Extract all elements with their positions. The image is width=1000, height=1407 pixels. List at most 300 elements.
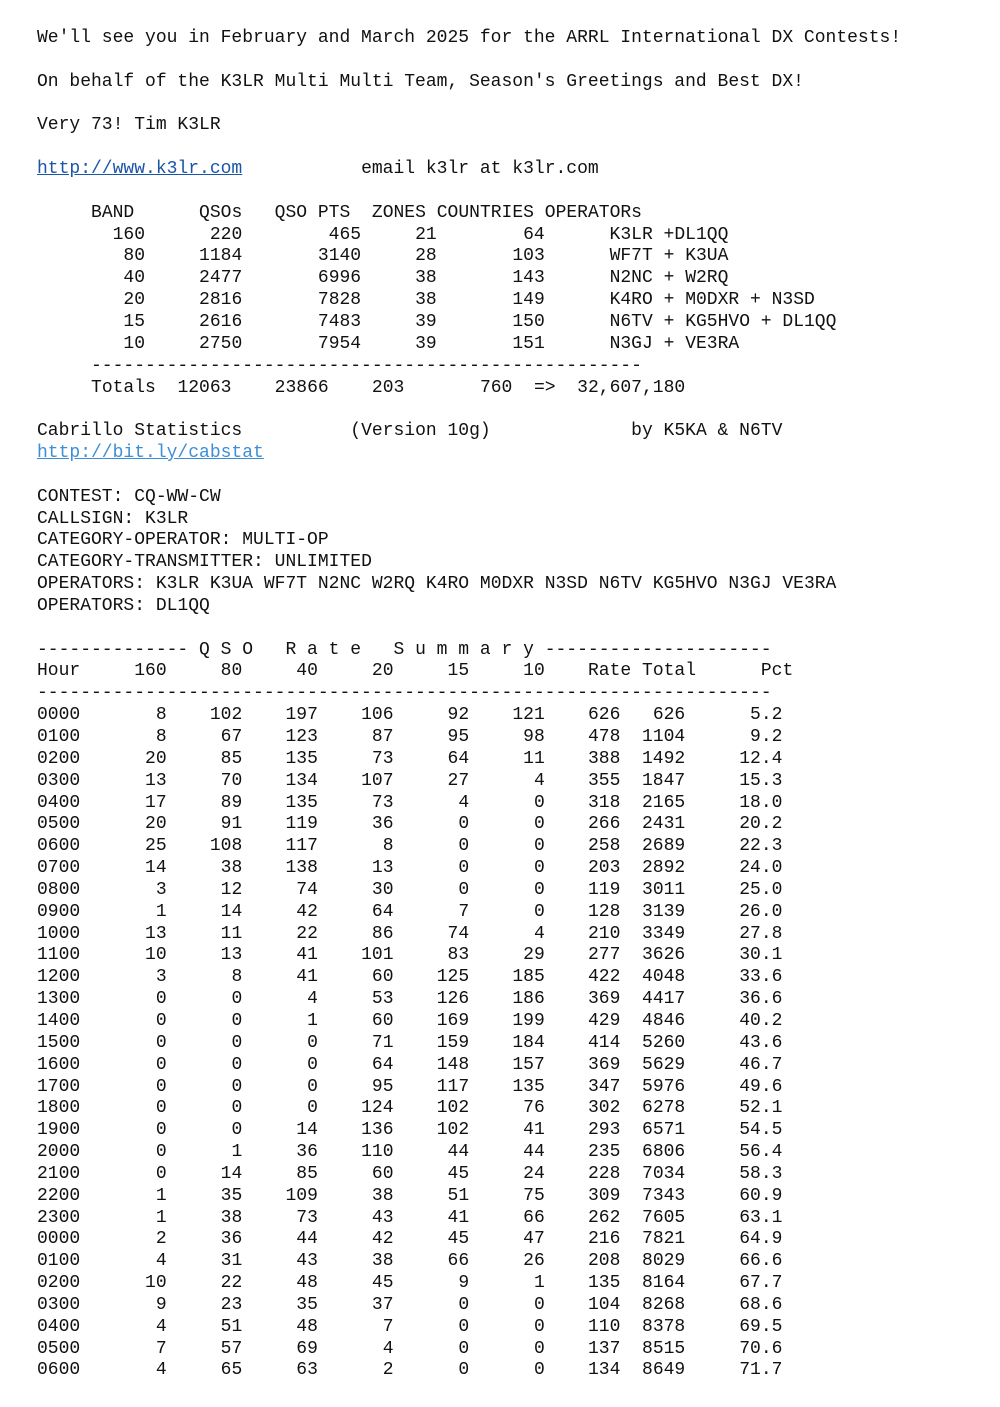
rate-cell-hour: 0900 (37, 901, 81, 922)
rate-cell-40: 69 (296, 1338, 318, 1359)
rate-cell-80: 51 (220, 1316, 243, 1337)
rate-cell-total: 2165 (642, 792, 686, 813)
rate-cell-total: 8515 (642, 1338, 686, 1359)
rate-cell-pct: 24.0 (739, 858, 783, 879)
rate-cell-rate: 104 (588, 1294, 621, 1315)
rate-cell-10: 199 (512, 1010, 545, 1031)
contest-info-key: OPERATORS: (37, 574, 146, 595)
rate-row (37, 771, 901, 793)
rate-cell-40: 119 (285, 814, 318, 835)
rate-cell-pct: 25.0 (739, 879, 783, 900)
rate-cell-160: 13 (145, 770, 167, 791)
rate-cell-10: 185 (512, 967, 545, 988)
rate-cell-160: 14 (145, 858, 167, 879)
rate-cell-160: 1 (155, 1207, 167, 1228)
blank-line (37, 137, 901, 159)
rate-col-15: 15 (447, 661, 470, 682)
band-cell-countries: 143 (512, 268, 545, 289)
rate-cell-20: 86 (371, 923, 394, 944)
rate-row (37, 1208, 901, 1230)
rate-row (37, 1186, 901, 1208)
rate-cell-pct: 46.7 (739, 1054, 783, 1075)
rate-cell-pct: 22.3 (739, 836, 783, 857)
rate-cell-hour: 1000 (37, 923, 81, 944)
rate-cell-hour: 2200 (37, 1185, 81, 1206)
rate-col-hour: Hour (37, 661, 81, 682)
cabstat-link[interactable]: http://bit.ly/cabstat (37, 443, 264, 464)
contest-info-row (37, 596, 901, 618)
contest-info-value: DL1QQ (155, 595, 210, 616)
rate-cell-160: 0 (155, 1032, 167, 1053)
rate-divider: -------------------------------------------------------------------- (37, 683, 772, 704)
rate-cell-total: 1492 (642, 748, 686, 769)
rate-cell-pct: 60.9 (739, 1185, 783, 1206)
rate-cell-80: 67 (220, 727, 243, 747)
rate-cell-15: 126 (436, 989, 470, 1010)
rate-cell-40: 74 (296, 879, 318, 900)
band-cell-qsos: 2816 (199, 290, 243, 311)
rate-cell-10: 26 (523, 1251, 545, 1272)
rate-cell-20: 71 (371, 1032, 394, 1053)
contest-info-key: CALLSIGN: (37, 508, 135, 529)
rate-cell-160: 0 (155, 1098, 167, 1119)
rate-cell-15: 41 (447, 1207, 470, 1228)
blank-line (37, 181, 901, 203)
contest-info-value: CQ-WW-CW (134, 486, 221, 507)
rate-cell-10: 0 (533, 1294, 545, 1315)
rate-cell-total: 5976 (642, 1076, 686, 1097)
rate-cell-80: 91 (220, 814, 243, 835)
rate-cell-15: 45 (447, 1229, 470, 1250)
rate-cell-20: 8 (382, 836, 394, 857)
rate-row (37, 1120, 901, 1142)
contest-info-value: K3LR (145, 508, 189, 529)
rate-cell-rate: 626 (588, 705, 621, 726)
rate-cell-20: 73 (371, 792, 394, 813)
rate-row (37, 945, 901, 967)
rate-cell-rate: 110 (588, 1316, 621, 1337)
email-text: email k3lr at k3lr.com (361, 159, 599, 180)
rate-row (37, 1317, 901, 1339)
rate-cell-pct: 67.7 (739, 1273, 783, 1294)
rate-cell-rate: 369 (588, 989, 621, 1010)
greeting-text: On behalf of the K3LR Multi Multi Team, Season's Greetings and Best DX! (37, 71, 804, 92)
rate-cell-20: 45 (371, 1273, 394, 1294)
rate-cell-pct: 54.5 (739, 1120, 783, 1141)
rate-cell-20: 73 (371, 748, 394, 769)
rate-cell-80: 31 (220, 1251, 243, 1272)
rate-cell-80: 102 (209, 705, 243, 726)
contest-info-key: OPERATORS: (37, 595, 146, 616)
totals-countries: 760 (479, 377, 513, 398)
band-cell-zones: 39 (415, 311, 437, 332)
rate-cell-160: 13 (145, 923, 167, 944)
contest-info-value: K3LR K3UA WF7T N2NC W2RQ K4RO M0DXR N3SD N6TV KG5HVO N3GJ VE3RA (155, 574, 837, 595)
rate-cell-rate: 228 (588, 1163, 621, 1184)
totals-score: 32,607,180 (577, 377, 686, 398)
rate-cell-80: 57 (220, 1338, 243, 1359)
rate-cell-rate: 422 (588, 967, 621, 988)
rate-cell-160: 4 (155, 1360, 167, 1381)
rate-cell-hour: 1300 (37, 989, 81, 1010)
rate-row (37, 1077, 901, 1099)
band-cell-qsopts: 7483 (317, 311, 362, 332)
rate-cell-15: 0 (458, 1294, 470, 1315)
rate-cell-total: 8378 (642, 1316, 686, 1337)
rate-cell-10: 47 (523, 1229, 545, 1250)
cabrillo-title: Cabrillo Statistics (37, 421, 243, 442)
rate-cell-hour: 0400 (37, 1316, 81, 1337)
rate-cell-160: 0 (155, 1076, 167, 1097)
band-cell-operators: N2NC + W2RQ (609, 268, 729, 289)
rate-cell-pct: 9.2 (750, 727, 783, 747)
rate-cell-pct: 27.8 (739, 923, 783, 944)
rate-cell-10: 66 (523, 1207, 545, 1228)
band-cell-countries: 149 (512, 290, 545, 311)
rate-cell-10: 29 (523, 945, 545, 966)
rate-cell-80: 38 (220, 1207, 243, 1228)
rate-cell-rate: 429 (588, 1010, 621, 1031)
rate-cell-20: 60 (371, 1163, 394, 1184)
band-cell-zones: 21 (415, 224, 437, 245)
signoff-text: Very 73! Tim K3LR (37, 115, 221, 136)
rate-cell-40: 48 (296, 1273, 318, 1294)
rate-cell-10: 24 (523, 1163, 545, 1184)
rate-row (37, 1164, 901, 1186)
rate-cell-pct: 63.1 (739, 1207, 783, 1228)
band-cell-qsos: 2750 (199, 333, 243, 354)
band-col-qsopts: QSO PTS (274, 202, 351, 223)
rate-cell-20: 38 (371, 1251, 394, 1272)
rate-cell-rate: 309 (588, 1185, 621, 1206)
rate-cell-hour: 2300 (37, 1207, 81, 1228)
rate-cell-160: 0 (155, 989, 167, 1010)
rate-cell-40: 14 (296, 1120, 318, 1141)
rate-cell-total: 3626 (642, 945, 686, 966)
rate-cell-160: 0 (155, 1010, 167, 1031)
rate-cell-pct: 5.2 (750, 705, 783, 726)
band-col-operators: OPERATORs (544, 202, 642, 223)
rate-cell-rate: 137 (588, 1338, 621, 1359)
rate-row (37, 967, 901, 989)
rate-cell-40: 0 (307, 1054, 318, 1075)
rate-cell-15: 148 (436, 1054, 470, 1075)
rate-cell-15: 7 (458, 901, 470, 922)
rate-cell-20: 43 (371, 1207, 394, 1228)
rate-cell-40: 36 (296, 1142, 318, 1163)
rate-cell-20: 2 (382, 1360, 394, 1381)
band-cell-countries: 64 (523, 224, 545, 245)
totals-zones: 203 (371, 377, 405, 398)
rate-row (37, 1055, 901, 1077)
rate-row (37, 1142, 901, 1164)
rate-cell-pct: 26.0 (739, 901, 783, 922)
rate-cell-80: 0 (231, 989, 243, 1010)
rate-cell-40: 135 (285, 792, 318, 813)
blank-line (37, 399, 901, 421)
rate-cell-hour: 1100 (37, 945, 81, 966)
rate-cell-40: 4 (307, 989, 318, 1010)
rate-cell-20: 53 (371, 989, 394, 1010)
rate-cell-40: 35 (296, 1294, 318, 1315)
rate-row (37, 1339, 901, 1361)
rate-cell-15: 0 (458, 814, 470, 835)
rate-col-40: 40 (296, 661, 318, 682)
band-cell-band: 160 (112, 224, 146, 245)
rate-row (37, 1098, 901, 1120)
rate-cell-total: 5260 (642, 1032, 686, 1053)
rate-cell-10: 1 (533, 1273, 545, 1294)
rate-cell-40: 138 (285, 858, 318, 879)
band-row (37, 290, 901, 312)
rate-cell-80: 70 (220, 770, 243, 791)
band-divider: --------------------------------------------------- (37, 355, 642, 376)
band-cell-qsopts: 6996 (317, 268, 362, 289)
rate-cell-hour: 1700 (37, 1076, 81, 1097)
band-cell-qsos: 2477 (199, 268, 243, 289)
band-totals (37, 378, 901, 400)
rate-cell-40: 135 (285, 748, 318, 769)
band-row (37, 334, 901, 356)
band-cell-qsos: 220 (209, 224, 243, 245)
rate-cell-20: 101 (361, 945, 394, 966)
rate-cell-rate: 262 (588, 1207, 621, 1228)
rate-cell-20: 64 (371, 901, 394, 922)
rate-cell-15: 95 (447, 727, 470, 747)
rate-cell-20: 42 (371, 1229, 394, 1250)
band-cell-qsopts: 3140 (317, 246, 362, 267)
rate-cell-160: 0 (155, 1120, 167, 1141)
rate-cell-160: 3 (155, 967, 167, 988)
rate-cell-rate: 369 (588, 1054, 621, 1075)
band-col-countries: COUNTRIES (436, 202, 534, 223)
rate-col-20: 20 (371, 661, 394, 682)
rate-cell-40: 123 (285, 727, 318, 747)
rate-row (37, 989, 901, 1011)
rate-cell-15: 117 (436, 1076, 470, 1097)
contest-info-row (37, 487, 901, 509)
rate-cell-20: 124 (361, 1098, 394, 1119)
rate-cell-160: 17 (145, 792, 167, 813)
rate-cell-40: 41 (296, 945, 318, 966)
rate-cell-10: 135 (512, 1076, 545, 1097)
rate-cell-pct: 20.2 (739, 814, 783, 835)
band-col-zones: ZONES (371, 202, 426, 223)
rate-cell-160: 8 (155, 705, 167, 726)
rate-cell-160: 0 (155, 1054, 167, 1075)
rate-cell-pct: 64.9 (739, 1229, 783, 1250)
band-cell-qsos: 2616 (199, 311, 243, 332)
rate-cell-15: 0 (458, 1338, 470, 1359)
rate-cell-80: 1 (231, 1142, 243, 1163)
rate-cell-total: 1104 (642, 727, 686, 747)
rate-cell-15: 9 (458, 1273, 470, 1294)
rate-row (37, 880, 901, 902)
band-row (37, 225, 901, 247)
rate-cell-10: 0 (533, 901, 545, 922)
rate-header (37, 661, 901, 683)
cabrillo-title-line (37, 421, 901, 443)
rate-cell-80: 65 (220, 1360, 243, 1381)
rate-cell-15: 0 (458, 879, 470, 900)
rate-cell-80: 0 (231, 1098, 243, 1119)
contest-info-value: MULTI-OP (242, 530, 329, 551)
rate-title: Q S O R a t e S u m m a r y (199, 639, 534, 660)
rate-cell-10: 76 (523, 1098, 545, 1119)
rate-cell-10: 0 (533, 858, 545, 879)
rate-row (37, 836, 901, 858)
rate-cell-rate: 258 (587, 836, 621, 857)
rate-cell-hour: 0500 (37, 814, 81, 835)
rate-cell-40: 0 (307, 1076, 318, 1097)
rate-cell-rate: 414 (588, 1032, 621, 1053)
rate-cell-40: 109 (285, 1185, 318, 1206)
rate-cell-hour: 0500 (37, 1338, 81, 1359)
rate-cell-rate: 235 (588, 1142, 621, 1163)
rate-cell-15: 66 (447, 1251, 470, 1272)
cabrillo-author: by K5KA & N6TV (631, 421, 783, 442)
rate-cell-15: 159 (436, 1032, 470, 1053)
rate-cell-160: 8 (155, 727, 167, 747)
rate-cell-pct: 70.6 (739, 1338, 783, 1359)
rate-cell-80: 85 (220, 748, 243, 769)
rate-cell-hour: 0100 (37, 727, 81, 747)
rate-cell-rate: 266 (587, 814, 621, 835)
rate-cell-160: 4 (155, 1316, 167, 1337)
rate-col-10: 10 (523, 661, 545, 682)
document-text (37, 28, 901, 1382)
rate-row (37, 727, 901, 749)
rate-row (37, 749, 901, 771)
contest-info-key: CATEGORY-TRANSMITTER: (37, 552, 264, 573)
rate-cell-20: 64 (371, 1054, 394, 1075)
rate-cell-pct: 66.6 (739, 1251, 783, 1272)
rate-cell-pct: 36.6 (739, 989, 783, 1010)
band-cell-operators: K3LR +DL1QQ (609, 224, 729, 245)
rate-cell-total: 4417 (642, 989, 686, 1010)
rate-cell-rate: 388 (587, 748, 621, 769)
rate-cell-pct: 58.3 (739, 1163, 783, 1184)
rate-row (37, 1251, 901, 1273)
rate-cell-160: 20 (145, 814, 167, 835)
rate-cell-15: 0 (458, 1360, 470, 1381)
rate-cell-40: 63 (296, 1360, 318, 1381)
contest-note (37, 28, 901, 50)
rate-cell-80: 0 (231, 1076, 243, 1097)
rate-cell-total: 6278 (642, 1098, 686, 1119)
rate-cell-15: 102 (436, 1098, 470, 1119)
rate-cell-40: 134 (285, 770, 318, 791)
rate-cell-hour: 1400 (37, 1010, 81, 1031)
rate-cell-80: 35 (220, 1185, 243, 1206)
band-cell-countries: 151 (512, 333, 545, 354)
rate-cell-20: 60 (371, 967, 394, 988)
totals-qsopts: 23866 (274, 377, 329, 398)
rate-cell-160: 2 (155, 1229, 167, 1250)
rate-cell-hour: 0600 (37, 836, 81, 857)
rate-cell-160: 10 (145, 1273, 167, 1294)
rate-cell-rate: 277 (587, 945, 621, 966)
rate-cell-15: 45 (447, 1163, 470, 1184)
band-cell-zones: 28 (415, 246, 437, 267)
rate-cell-20: 7 (382, 1316, 394, 1337)
band-cell-band: 80 (123, 246, 146, 267)
contest-info-key: CATEGORY-OPERATOR: (37, 530, 232, 551)
rate-cell-10: 121 (512, 705, 545, 726)
band-header (37, 203, 901, 225)
rate-cell-hour: 2000 (37, 1142, 81, 1163)
website-link[interactable]: http://www.k3lr.com (37, 159, 243, 180)
rate-cell-hour: 0100 (37, 1251, 81, 1272)
rate-cell-10: 0 (533, 836, 545, 857)
rate-cell-80: 22 (220, 1273, 243, 1294)
rate-cell-160: 10 (145, 945, 167, 966)
band-cell-zones: 38 (415, 268, 437, 289)
rate-cell-rate: 302 (588, 1098, 621, 1119)
rate-row (37, 1273, 901, 1295)
rate-cell-10: 0 (533, 1316, 545, 1337)
rate-row (37, 793, 901, 815)
band-cell-zones: 39 (415, 333, 437, 354)
contest-info-row (37, 530, 901, 552)
rate-cell-20: 13 (371, 858, 394, 879)
rate-cell-pct: 12.4 (739, 748, 783, 769)
rate-cell-20: 38 (371, 1185, 394, 1206)
rate-cell-20: 37 (371, 1294, 394, 1315)
rate-cell-80: 13 (220, 945, 243, 966)
rate-cell-rate: 355 (587, 770, 621, 791)
rate-cell-total: 3011 (642, 879, 686, 900)
rate-cell-rate: 293 (588, 1120, 621, 1141)
rate-cell-hour: 1600 (37, 1054, 81, 1075)
contest-info-key: CONTEST: (37, 486, 124, 507)
rate-cell-hour: 0400 (37, 792, 81, 813)
rate-cell-total: 7605 (642, 1207, 686, 1228)
contest-note-text: We'll see you in February and March 2025 for the ARRL International DX Contests! (37, 28, 902, 48)
rate-cell-80: 0 (231, 1120, 243, 1141)
rate-cell-40: 43 (296, 1251, 318, 1272)
rate-cell-pct: 30.1 (739, 945, 783, 966)
rate-cell-rate: 216 (588, 1229, 621, 1250)
rate-cell-hour: 0600 (37, 1360, 81, 1381)
rate-cell-total: 3349 (642, 923, 686, 944)
rate-cell-hour: 0800 (37, 879, 81, 900)
rate-cell-pct: 69.5 (739, 1316, 783, 1337)
rate-cell-80: 0 (231, 1010, 243, 1031)
rate-row (37, 1011, 901, 1033)
rate-cell-20: 87 (371, 727, 394, 747)
band-cell-band: 10 (123, 333, 146, 354)
rate-cell-10: 98 (523, 727, 545, 747)
rate-cell-80: 23 (220, 1294, 243, 1315)
rate-cell-40: 1 (307, 1010, 318, 1031)
rate-cell-20: 30 (371, 879, 394, 900)
rate-cell-10: 0 (533, 879, 545, 900)
blank-line (37, 618, 901, 640)
rate-cell-15: 0 (458, 858, 470, 879)
band-cell-qsopts: 7954 (317, 333, 362, 354)
blank-line (37, 465, 901, 487)
rate-row (37, 814, 901, 836)
signoff (37, 115, 901, 137)
band-cell-qsopts: 7828 (317, 290, 362, 311)
rate-cell-10: 4 (533, 923, 545, 944)
band-row (37, 268, 901, 290)
rate-cell-10: 0 (533, 814, 545, 835)
rate-cell-20: 4 (382, 1338, 394, 1359)
rate-cell-40: 48 (296, 1316, 318, 1337)
rate-cell-rate: 318 (587, 792, 621, 813)
